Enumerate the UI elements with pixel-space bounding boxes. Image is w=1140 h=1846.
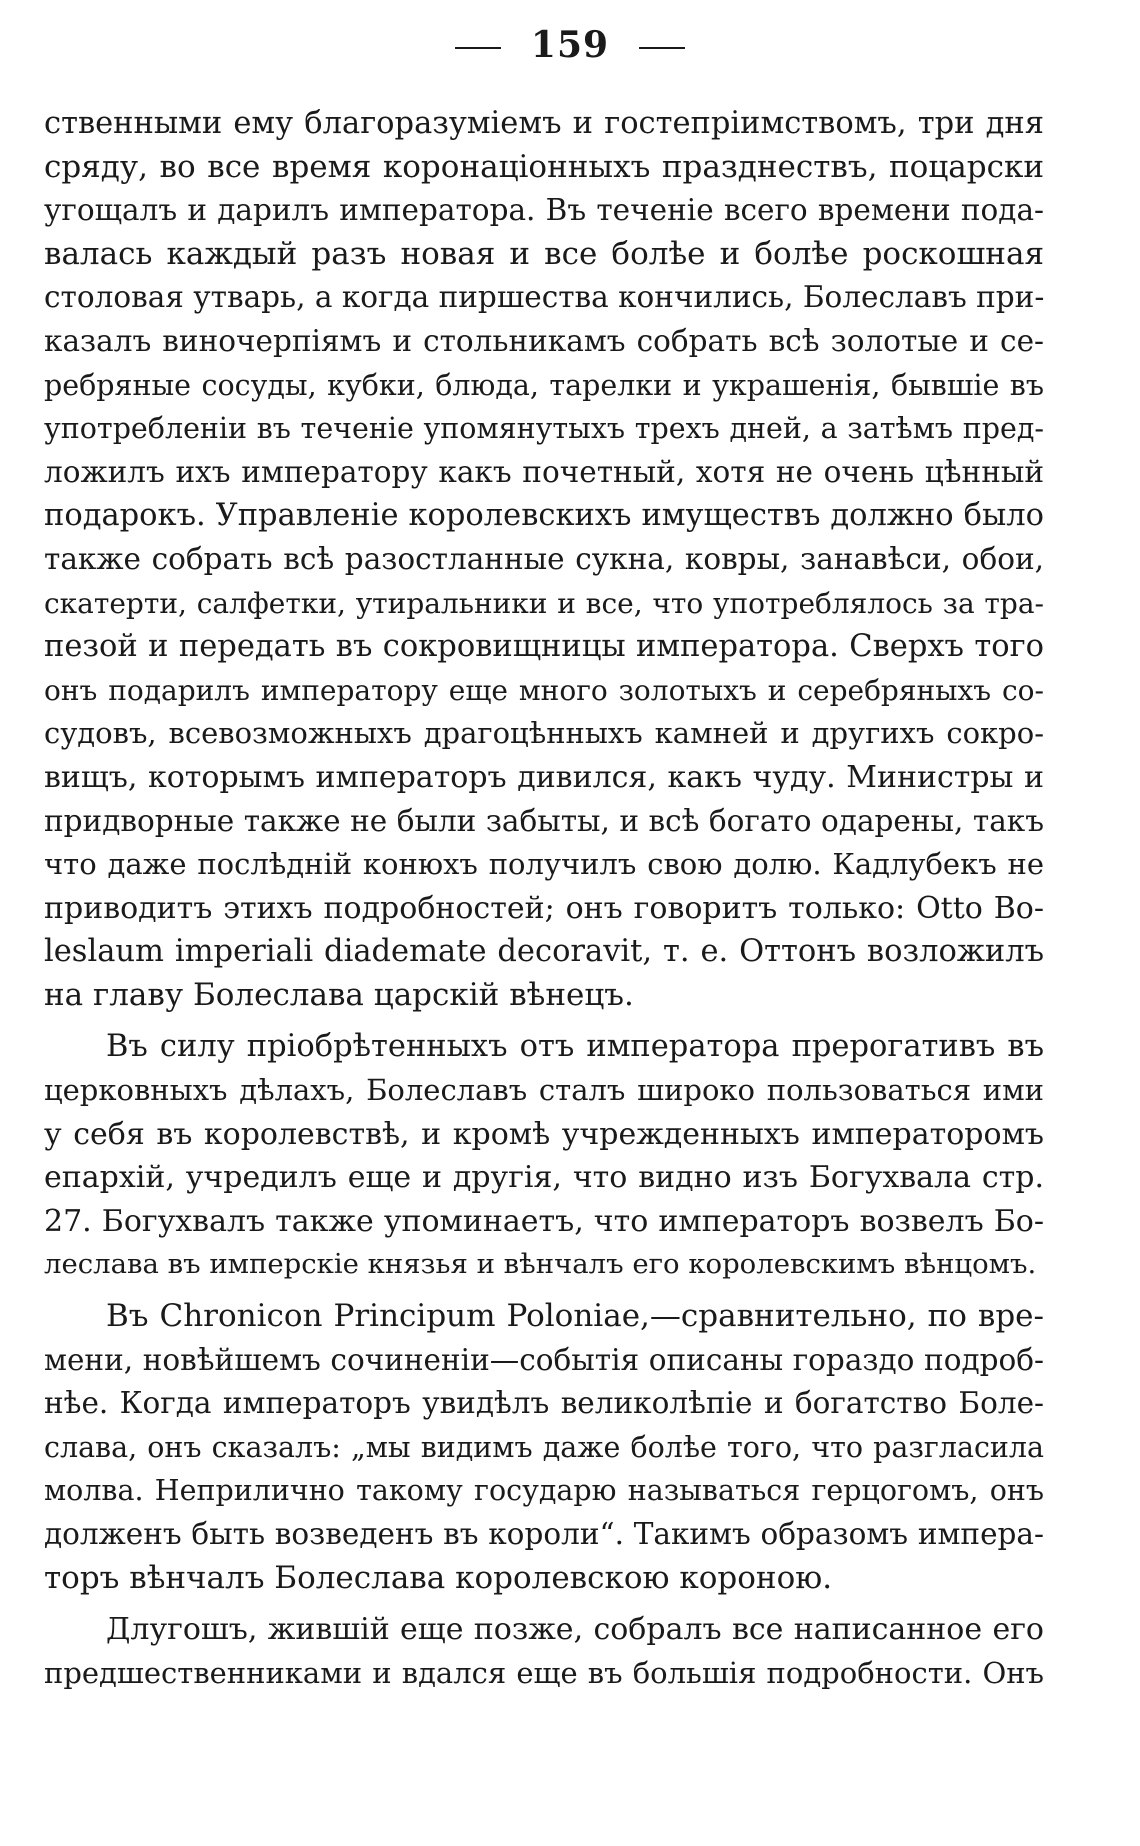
text-line: столовая утварь, а когда пиршества кончились, Болеславъ при- <box>44 280 1045 315</box>
text-line: слава, онъ сказалъ: „мы видимъ даже болѣе того, что разгласила <box>44 1430 1044 1464</box>
text-line: судовъ, всевозможныхъ драгоцѣнныхъ камней и другихъ сокро- <box>44 716 1044 751</box>
text-line: на главу Болеслава царскiй вѣнецъ. <box>44 976 634 1013</box>
right-dash <box>639 47 685 49</box>
text-line: приводитъ этихъ подробностей; онъ говоритъ только: Otto Bo- <box>44 890 1044 926</box>
page-number-text: 159 <box>530 24 610 66</box>
text-line: ложилъ ихъ императору какъ почетный, хотя не очень цѣнный <box>44 454 1044 489</box>
paragraph <box>44 1287 1044 1600</box>
text-line: долженъ быть возведенъ въ короли“. Такимъ образомъ импера- <box>44 1517 1044 1551</box>
text-line: также собрать всѣ разостланные сукна, ковры, занавѣси, обои, <box>44 541 1044 576</box>
text-line: ственными ему благоразумiемъ и гостепрiимствомъ, три дня <box>44 106 1044 141</box>
text-line: Въ силу прiобрѣтенныхъ отъ императора прерогативъ въ <box>106 1029 1044 1065</box>
text-line: угощалъ и дарилъ императора. Въ теченiе всего времени пода- <box>44 193 1044 228</box>
text-line: Въ Chronicon Principum Poloniae,—сравнительно, по вре- <box>106 1298 1044 1335</box>
text-line: Длугошъ, жившiй еще позже, собралъ все написанное его <box>106 1612 1044 1648</box>
text-line: церковныхъ дѣлахъ, Болеславъ сталъ широко пользоваться ими <box>44 1073 1044 1108</box>
page-number <box>0 24 1140 66</box>
paragraph-gap <box>44 1600 1044 1608</box>
text-line: 27. Богухвалъ также упоминаетъ, что императоръ возвелъ Бо- <box>44 1203 1044 1239</box>
text-line: что даже послѣднiй конюхъ получилъ свою долю. Кадлубекъ не <box>44 847 1044 882</box>
text-line: предшественниками и вдался еще въ большiя подробности. Онъ <box>44 1655 1044 1690</box>
text-line: леслава въ имперскiе князья и вѣнчалъ его королевскимъ вѣнцомъ. <box>44 1248 1037 1281</box>
text-line: употребленiи въ теченiе упомянутыхъ трехъ дней, а затѣмъ пред- <box>44 412 1044 446</box>
text-line: мени, новѣйшемъ сочиненiи—событiя описаны гораздо подроб- <box>44 1342 1044 1377</box>
paragraph <box>44 1600 1044 1695</box>
text-line: скатерти, салфетки, утиральники и все, что употреблялось за тра- <box>44 586 1044 620</box>
text-line: ребряные сосуды, кубки, блюда, тарелки и украшенiя, бывшiе въ <box>44 368 1044 402</box>
text-line: вищъ, которымъ императоръ дивился, какъ чуду. Министры и <box>44 759 1044 795</box>
text-line: торъ вѣнчалъ Болеслава королевскою короною. <box>44 1559 833 1596</box>
text-line: молва. Неприлично такому государю называться герцогомъ, онъ <box>44 1474 1044 1508</box>
text-line: у себя въ королевствѣ, и кромѣ учрежденныхъ императоромъ <box>44 1116 1044 1152</box>
paragraph <box>44 102 1044 1017</box>
text-line: leslaum imperiali diademate decoravit, т. е. Оттонъ возложилъ <box>44 934 1044 970</box>
text-line: подарокъ. Управленiе королевскихъ имуществъ должно было <box>44 498 1044 534</box>
left-dash <box>455 47 501 49</box>
text-line: казалъ виночерпiямъ и стольникамъ собрать всѣ золотые и се- <box>44 323 1044 358</box>
text-line: валась каждый разъ новая и все болѣе и болѣе роскошная <box>44 235 1044 272</box>
text-line: епархiй, учредилъ еще и другiя, что видно изъ Богухвала стр. <box>44 1160 1044 1196</box>
text-line: пезой и передать въ сокровищницы императора. Сверхъ того <box>44 629 1044 665</box>
body-text <box>44 102 1044 1695</box>
text-line: сряду, во все время коронацiонныхъ празднествъ, поцарски <box>44 148 1044 185</box>
text-line: онъ подарилъ императору еще много золотыхъ и серебряныхъ со- <box>44 673 1044 707</box>
paragraph-gap <box>44 1017 1044 1025</box>
paragraph-gap <box>44 1287 1044 1295</box>
text-line: нѣе. Когда императоръ увидѣлъ великолѣпiе и богатство Боле- <box>44 1386 1044 1421</box>
paragraph <box>44 1017 1044 1287</box>
text-line: придворные также не были забыты, и всѣ богато одарены, такъ <box>44 803 1044 838</box>
